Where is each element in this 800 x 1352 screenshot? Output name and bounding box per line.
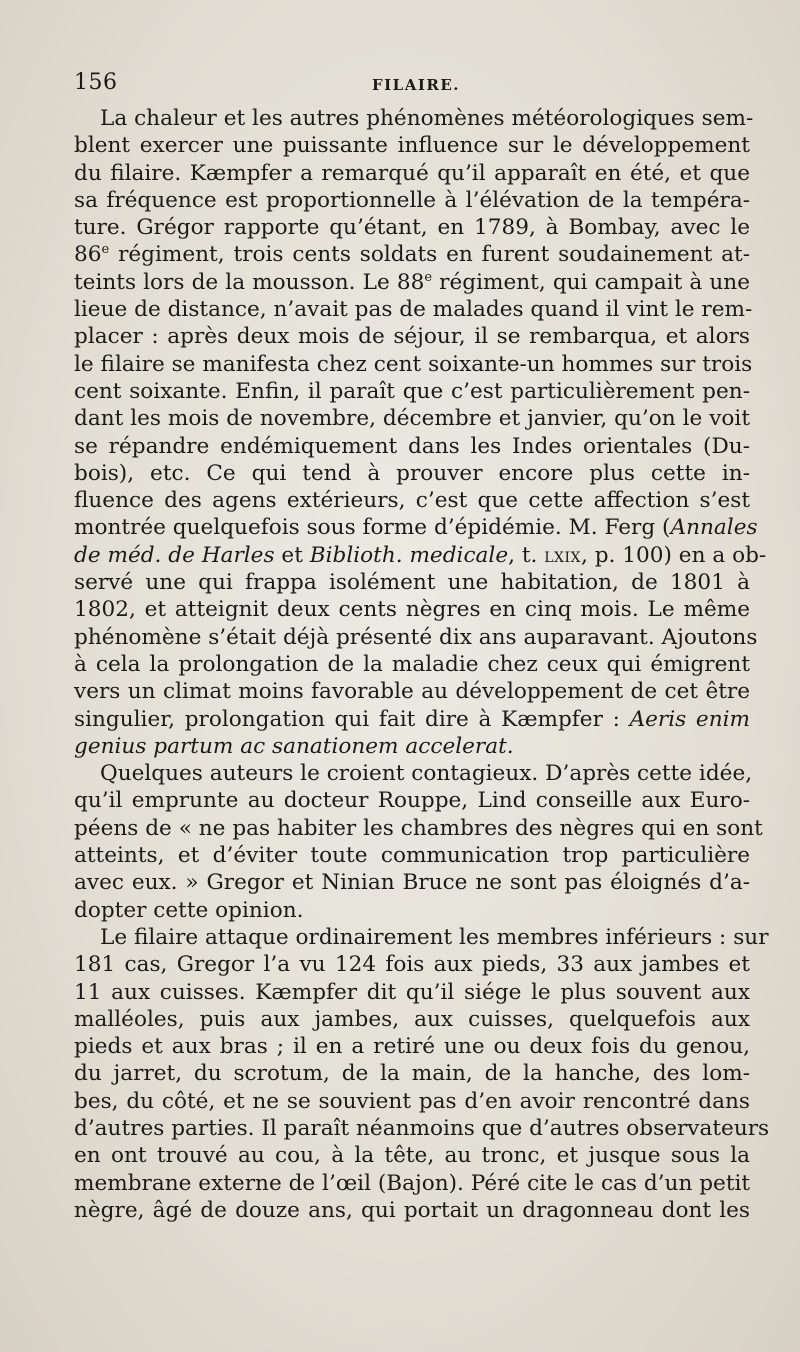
page-number: 156 — [74, 70, 118, 95]
text-line: vers un climat moins favorable au développement de cet être — [74, 679, 750, 705]
text-line: 11 aux cuisses. Kæmpfer dit qu’il siége le plus souvent aux — [74, 979, 750, 1005]
text-line: phénomène s’était déjà présenté dix ans auparavant. Ajoutons — [74, 624, 758, 650]
text-line: bes, du côté, et ne se souvient pas d’en avoir rencontré dans — [74, 1088, 750, 1114]
text-line: à cela la prolongation de la maladie chez ceux qui émigrent — [74, 651, 750, 677]
text-line: de méd. de Harles et Biblioth. medicale, t. LXIX, p. 100) en a ob- — [74, 542, 767, 568]
text-line: lieue de distance, n’avait pas de malades quand il vint le rem- — [74, 297, 753, 323]
text-line: montrée quelquefois sous forme d’épidémie. M. Ferg (Annales — [74, 515, 758, 541]
body-text — [74, 105, 770, 1224]
text-line: placer : après deux mois de séjour, il se rembarqua, et alors — [74, 324, 750, 350]
text-line: bois), etc. Ce qui tend à prouver encore plus cette in- — [74, 460, 750, 486]
text-line: sa fréquence est proportionnelle à l’élévation de la tempéra- — [74, 187, 750, 213]
text-line: avec eux. » Gregor et Ninian Bruce ne sont pas éloignés d’a- — [74, 870, 750, 896]
text-line: ture. Grégor rapporte qu’étant, en 1789, à Bombay, avec le — [74, 215, 750, 241]
text-line: 181 cas, Gregor l’a vu 124 fois aux pieds, 33 aux jambes et — [74, 952, 750, 978]
text-line: se répandre endémiquement dans les Indes orientales (Du- — [74, 433, 750, 459]
text-line: Le filaire attaque ordinairement les membres inférieurs : sur — [100, 924, 769, 950]
text-line: La chaleur et les autres phénomènes météorologiques sem- — [100, 106, 754, 131]
text-line: du jarret, du scrotum, de la main, de la hanche, des lom- — [74, 1061, 750, 1087]
text-line: en ont trouvé au cou, à la tête, au tronc, et jusque sous la — [74, 1143, 750, 1169]
text-line: singulier, prolongation qui fait dire à Kæmpfer : Aeris enim — [74, 706, 751, 732]
page-header-title: FILAIRE. — [372, 76, 460, 94]
text-line: blent exercer une puissante influence sur le développement — [74, 133, 750, 159]
text-line: malléoles, puis aux jambes, aux cuisses, quelquefois aux — [74, 1006, 750, 1032]
text-line: du filaire. Kæmpfer a remarqué qu’il apparaît en été, et que — [74, 160, 750, 186]
text-line: d’autres parties. Il paraît néanmoins que d’autres observateurs — [74, 1115, 770, 1141]
text-line: atteints, et d’éviter toute communication trop particulière — [74, 843, 750, 869]
text-line: le filaire se manifesta chez cent soixante-un hommes sur trois — [74, 351, 753, 377]
running-head — [74, 70, 750, 100]
text-line: fluence des agens extérieurs, c’est que cette affection s’est — [74, 488, 750, 514]
text-line: dant les mois de novembre, décembre et janvier, qu’on le voit — [74, 406, 750, 432]
text-line: cent soixante. Enfin, il paraît que c’est particulièrement pen- — [74, 378, 750, 404]
text-line: teints lors de la mousson. Le 88e régiment, qui campait à une — [74, 269, 750, 295]
text-line: 86e régiment, trois cents soldats en furent soudainement at- — [74, 242, 750, 268]
text-line: Quelques auteurs le croient contagieux. D’après cette idée, — [100, 761, 753, 787]
text-line: pieds et aux bras ; il en a retiré une ou deux fois du genou, — [74, 1034, 750, 1060]
text-line: servé une qui frappa isolément une habitation, de 1801 à — [74, 570, 750, 596]
text-line: qu’il emprunte au docteur Rouppe, Lind conseille aux Euro- — [74, 788, 750, 814]
text-line: 1802, et atteignit deux cents nègres en cinq mois. Le même — [74, 597, 750, 623]
text-line: péens de « ne pas habiter les chambres des nègres qui en sont — [74, 815, 763, 841]
text-line: nègre, âgé de douze ans, qui portait un dragonneau dont les — [74, 1197, 750, 1223]
text-line: genius partum ac sanationem accelerat. — [74, 733, 514, 759]
text-line: membrane externe de l’œil (Bajon). Péré cite le cas d’un petit — [74, 1170, 751, 1196]
text-line: dopter cette opinion. — [74, 897, 304, 923]
